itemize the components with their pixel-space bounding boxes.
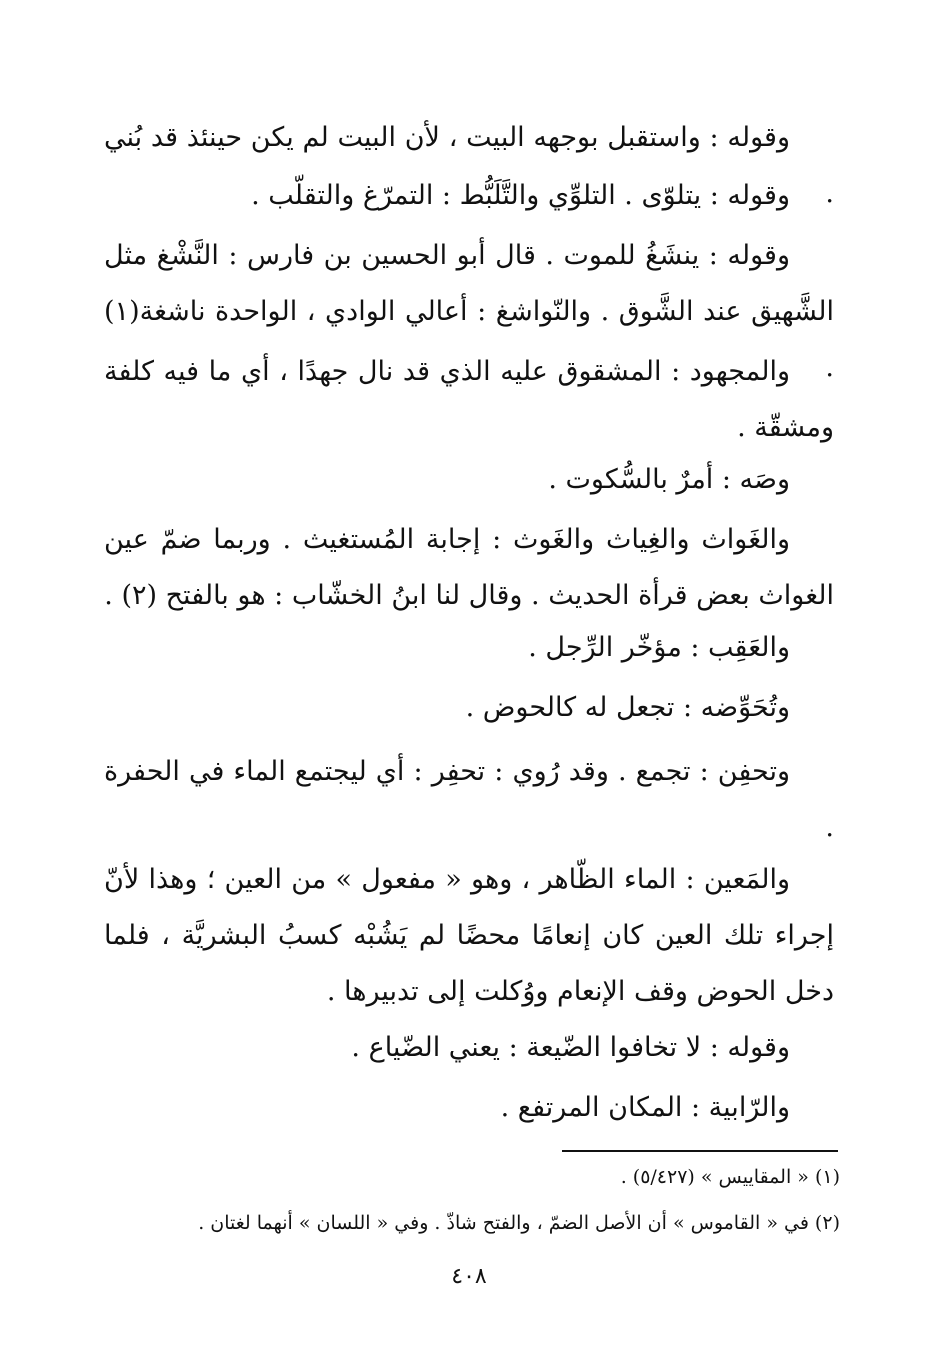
- paragraph-2: وقوله : يتلوّى . التلوِّي والتَّلَبُّط : التمرّغ والتقلّب .: [251, 180, 790, 211]
- paragraph-8: وتُحَوِّضه : تجعل له كالحوض .: [465, 692, 790, 723]
- paragraph-4: والمجهود : المشقوق عليه الذي قد نال جهدًا ، أي ما فيه كلفة ومشقّة .: [104, 356, 834, 443]
- paragraph-7: والعَقِب : مؤخّر الرِّجل .: [528, 632, 790, 663]
- footnote-2: (٢) في « القاموس » أن الأصل الضمّ ، والفتح شاذّ . وفي « اللسان » أنهما لغتان .: [198, 1212, 840, 1234]
- paragraph-12: والرّابية : المكان المرتفع .: [500, 1092, 790, 1123]
- paragraph-10: والمَعين : الماء الظّاهر ، وهو « مفعول » من العين ؛ وهذا لأنّ إجراء تلك العين كان إنعامًا محضًا لم يَشُبْه كسبُ البشريَّة ، فلما دخل الحوض وقف الإنعام ووُكلت إلى تدبيرها .: [104, 864, 834, 1007]
- paragraph-3: وقوله : ينشَغُ للموت . قال أبو الحسين بن فارس : النَّشْغ مثل الشَّهيق عند الشَّوق . والنّواشغ : أعالي الوادي ، الواحدة ناشغة(١) .: [104, 240, 834, 383]
- paragraph-5: وصَه : أمرٌ بالسُّكوت .: [548, 464, 790, 495]
- paragraph-11: وقوله : لا تخافوا الضّيعة : يعني الضّياع .: [351, 1032, 790, 1063]
- footnote-separator: [562, 1150, 838, 1152]
- paragraph-6: والغَواث والغِياث والغَوث : إجابة المُستغيث . وربما ضمّ عين الغواث بعض قرأة الحديث . وقال لنا ابنُ الخشّاب : هو بالفتح (٢) .: [104, 524, 834, 611]
- footnote-1: (١) « المقاييس » (٥/٤٢٧) .: [620, 1166, 840, 1188]
- paragraph-9: وتحفِن : تجمع . وقد رُوي : تحفِر : أي ليجتمع الماء في الحفرة .: [104, 756, 834, 843]
- paragraph-1: وقوله : واستقبل بوجهه البيت ، لأن البيت لم يكن حينئذ قد بُني .: [104, 122, 834, 209]
- page-number: ٤٠٨: [451, 1264, 487, 1289]
